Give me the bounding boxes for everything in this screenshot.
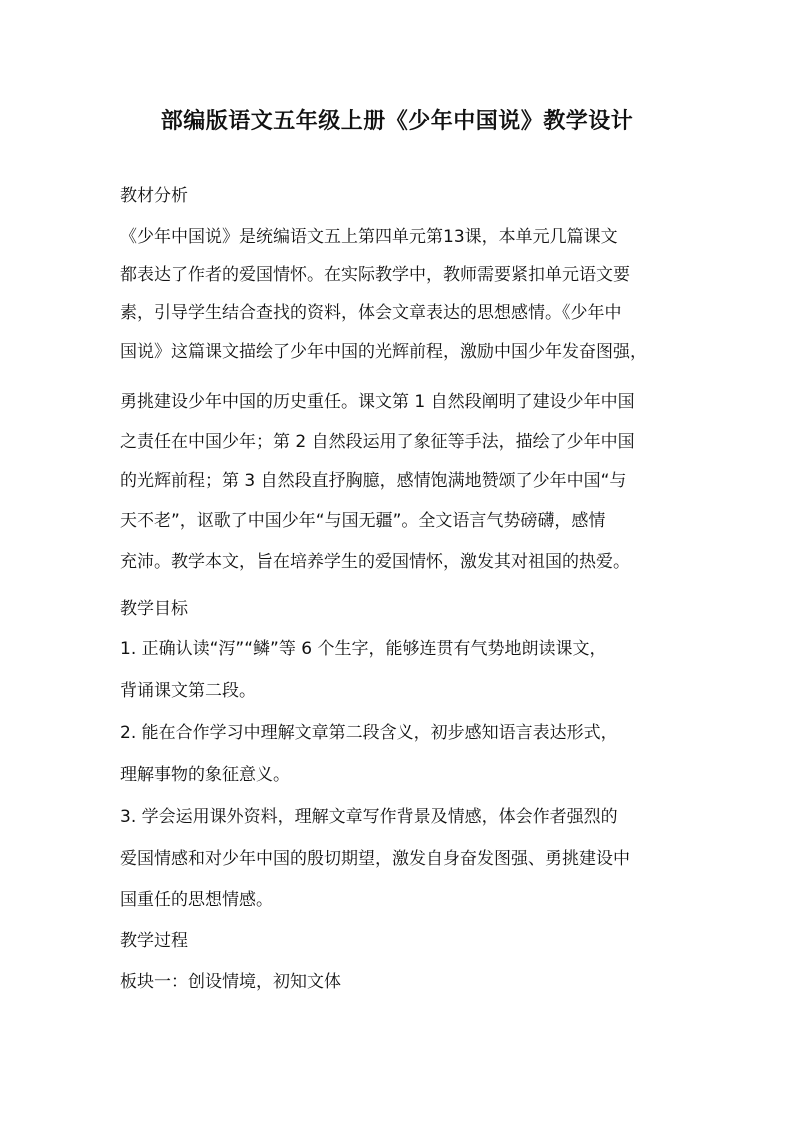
analysis-line: 素，引导学生结合查找的资料，体会文章表达的思想感情。《少年中 bbox=[120, 303, 622, 323]
analysis-line: 充沛。教学本文，旨在培养学生的爱国情怀，激发其对祖国的热爱。 bbox=[120, 552, 630, 572]
goal-item-3-line: 爱国情感和对少年中国的殷切期望，激发自身奋发图强、勇挑建设中 bbox=[120, 849, 630, 869]
goal-item-1-line: 1. 正确认读“泻”“鳞”等 6 个生字，能够连贯有气势地朗读课文， bbox=[120, 639, 607, 659]
goal-item-3-line: 国重任的思想情感。 bbox=[120, 890, 273, 910]
goal-item-2-line: 2. 能在合作学习中理解文章第二段含义，初步感知语言表达形式， bbox=[120, 723, 618, 743]
goal-item-2-line: 理解事物的象征意义。 bbox=[120, 765, 290, 785]
analysis-line: 都表达了作者的爱国情怀。在实际教学中，教师需要紧扣单元语文要 bbox=[120, 265, 630, 285]
section-heading-teaching-goals: 教学目标 bbox=[120, 599, 188, 619]
goal-item-3-line: 3. 学会运用课外资料，理解文章写作背景及情感，体会作者强烈的 bbox=[120, 807, 618, 827]
analysis-line: 国说》这篇课文描绘了少年中国的光辉前程，激励中国少年发奋图强， bbox=[120, 342, 647, 362]
analysis-line: 《少年中国说》是统编语文五上第四单元第13课，本单元几篇课文 bbox=[120, 227, 618, 247]
analysis-line: 之责任在中国少年；第 2 自然段运用了象征等手法，描绘了少年中国 bbox=[120, 432, 635, 452]
section-heading-textbook-analysis: 教材分析 bbox=[120, 186, 188, 206]
goal-item-1-line: 背诵课文第二段。 bbox=[120, 681, 256, 701]
analysis-line: 勇挑建设少年中国的历史重任。课文第 1 自然段阐明了建设少年中国 bbox=[120, 392, 635, 412]
document-title: 部编版语文五年级上册《少年中国说》教学设计 bbox=[160, 109, 634, 134]
analysis-line: 的光辉前程；第 3 自然段直抒胸臆，感情饱满地赞颂了少年中国“与 bbox=[120, 471, 627, 491]
analysis-line: 天不老”，讴歌了中国少年“与国无疆”。全文语言气势磅礴，感情 bbox=[120, 511, 606, 531]
process-block-1: 板块一：创设情境，初知文体 bbox=[120, 972, 341, 992]
section-heading-teaching-process: 教学过程 bbox=[120, 931, 188, 951]
